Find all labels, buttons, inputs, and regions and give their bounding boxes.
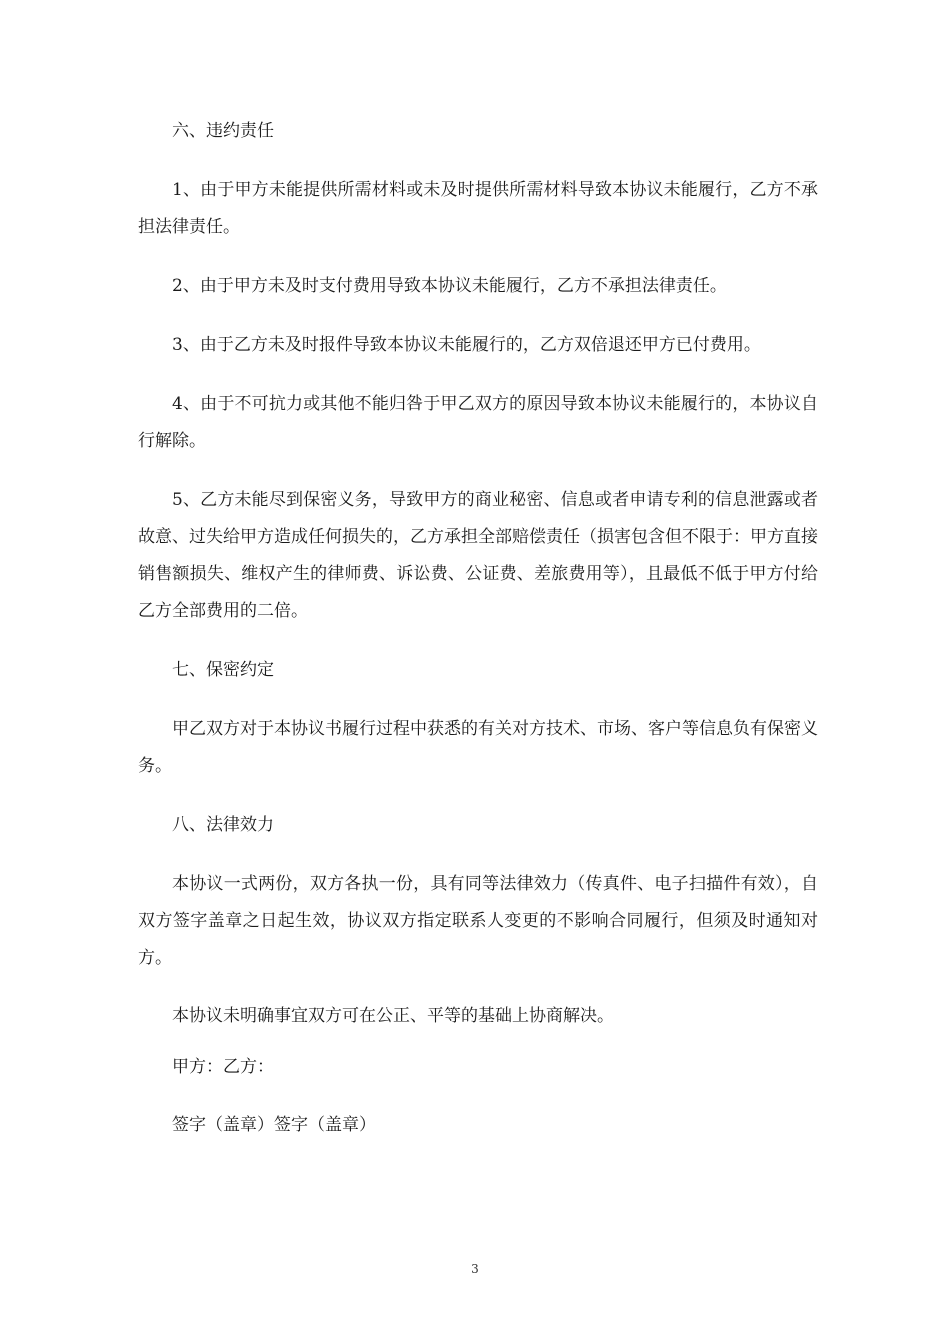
section-7-heading: 七、保密约定 [172,660,274,680]
section-6-clause-2: 2、由于甲方未及时支付费用导致本协议未能履行，乙方不承担法律责任。 [172,276,727,296]
section-6-clause-4: 4、由于不可抗力或其他不能归咎于甲乙双方的原因导致本协议未能履行的，本协议自行解除。 [138,394,818,451]
section-8-paragraph-2: 本协议未明确事宜双方可在公正、平等的基础上协商解决。 [172,1006,614,1026]
section-6-clause-3: 3、由于乙方未及时报件导致本协议未能履行的，乙方双倍退还甲方已付费用。 [172,335,761,355]
document-body [138,113,818,1144]
section-8-heading: 八、法律效力 [172,815,274,835]
section-7-paragraph: 甲乙双方对于本协议书履行过程中获悉的有关对方技术、市场、客户等信息负有保密义务。 [138,719,818,776]
parties-line: 甲方：乙方： [172,1057,274,1077]
section-6-clause-5: 5、乙方未能尽到保密义务，导致甲方的商业秘密、信息或者申请专利的信息泄露或者故意、过失给甲方造成任何损失的，乙方承担全部赔偿责任（损害包含但不限于：甲方直接销售额损失、维权产生的律师费、诉讼费、公证费、差旅费用等），且最低不低于甲方付给乙方全部费用的二倍。 [138,490,818,621]
page-number: 3 [471,1262,479,1276]
signature-line: 签字（盖章）签字（盖章） [172,1115,376,1135]
section-6-heading: 六、违约责任 [172,121,274,141]
section-6-clause-1: 1、由于甲方未能提供所需材料或未及时提供所需材料导致本协议未能履行，乙方不承担法律责任。 [138,180,818,237]
section-8-paragraph-1: 本协议一式两份，双方各执一份，具有同等法律效力（传真件、电子扫描件有效），自双方签字盖章之日起生效，协议双方指定联系人变更的不影响合同履行，但须及时通知对方。 [138,874,818,968]
